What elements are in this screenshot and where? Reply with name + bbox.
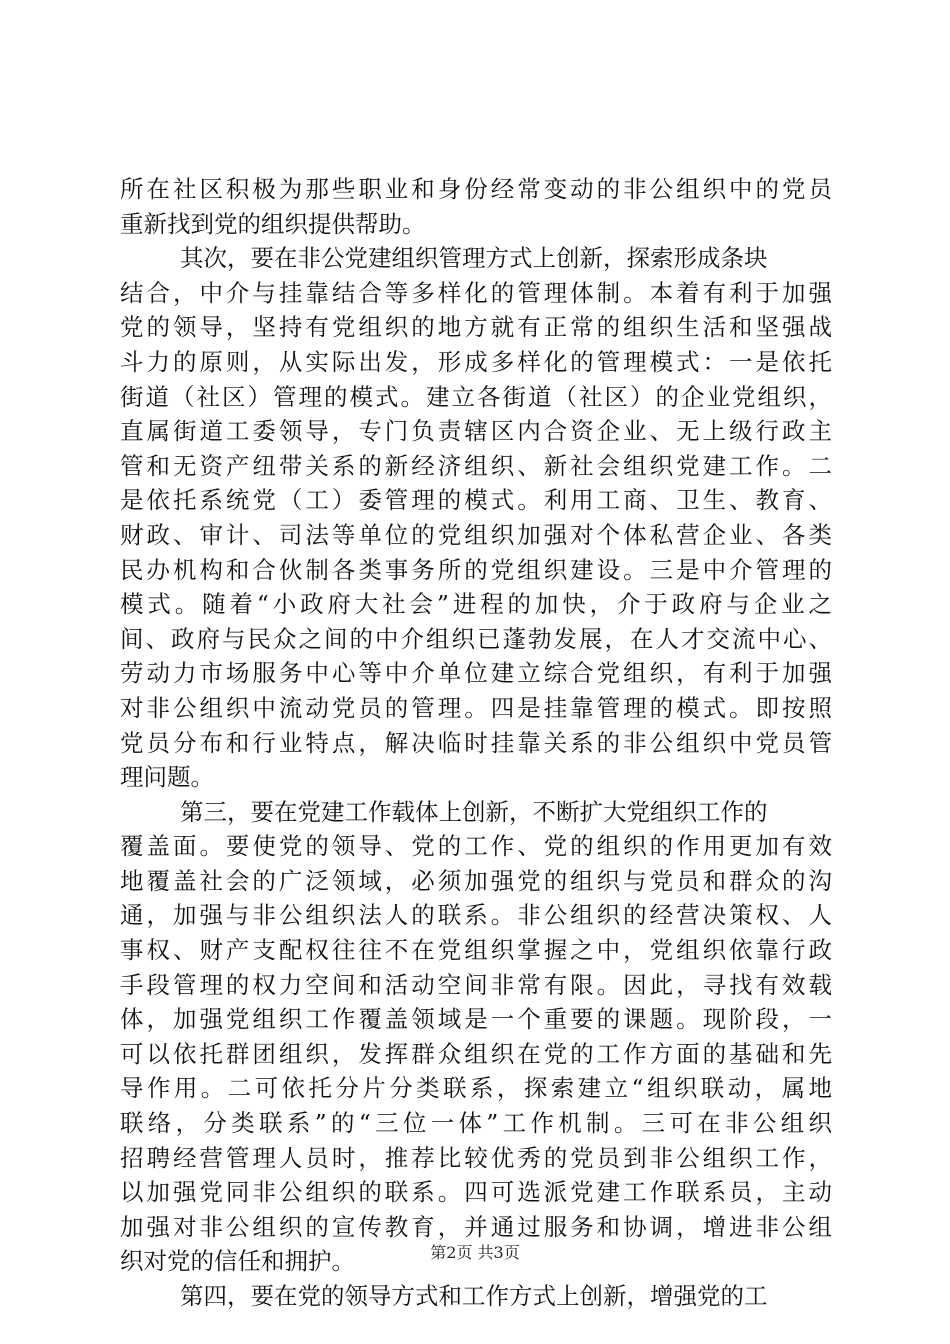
text-line: 理问题。 <box>120 763 214 792</box>
text-line: 街道（社区）管理的模式。建立各街道（社区）的企业党组织， <box>120 382 832 411</box>
text-line: 劳动力市场服务中心等中介单位建立综合党组织，有利于加强 <box>120 659 832 688</box>
page-footer <box>0 1243 950 1263</box>
text-line: 织对党的信任和拥护。 <box>120 1247 355 1276</box>
text-line: 重新找到党的组织提供帮助。 <box>120 209 426 238</box>
text-line: 其次，要在非公党建组织管理方式上创新，探索形成条块 <box>180 244 768 273</box>
text-line: 对非公组织中流动党员的管理。四是挂靠管理的模式。即按照 <box>120 693 832 722</box>
text-line: 可以依托群团组织，发挥群众组织在党的工作方面的基础和先 <box>120 1039 832 1068</box>
text-line: 民办机构和合伙制各类事务所的党组织建设。三是中介管理的 <box>120 555 832 584</box>
text-line: 党的领导，坚持有党组织的地方就有正常的组织生活和坚强战 <box>120 313 832 342</box>
page-number: 第2页 共3页 <box>430 1243 520 1262</box>
text-line: 事权、财产支配权往往不在党组织掌握之中，党组织依靠行政 <box>120 936 832 965</box>
text-line: 所在社区积极为那些职业和身份经常变动的非公组织中的党员 <box>120 175 832 203</box>
text-line: 管和无资产纽带关系的新经济组织、新社会组织党建工作。二 <box>120 451 832 480</box>
text-line: 财政、审计、司法等单位的党组织加强对个体私营企业、各类 <box>120 520 832 549</box>
text-line: 结合，中介与挂靠结合等多样化的管理体制。本着有利于加强 <box>120 278 832 307</box>
text-line: 手段管理的权力空间和活动空间非常有限。因此，寻找有效载 <box>120 970 832 999</box>
text-line: 党员分布和行业特点，解决临时挂靠关系的非公组织中党员管 <box>120 728 832 757</box>
text-line: 斗力的原则，从实际出发，形成多样化的管理模式：一是依托 <box>120 347 832 376</box>
text-line: 以加强党同非公组织的联系。四可选派党建工作联系员，主动 <box>120 1178 832 1207</box>
text-line: 覆盖面。要使党的领导、党的工作、党的组织的作用更加有效 <box>120 832 832 861</box>
text-line: 体，加强党组织工作覆盖领域是一个重要的课题。现阶段，一 <box>120 1005 832 1034</box>
text-line: 第三，要在党建工作载体上创新，不断扩大党组织工作的 <box>180 797 768 826</box>
text-line: 通，加强与非公组织法人的联系。非公组织的经营决策权、人 <box>120 901 832 930</box>
body-text <box>120 172 832 1314</box>
text-line: 直属街道工委领导，专门负责辖区内合资企业、无上级行政主 <box>120 417 832 446</box>
text-line: 模式。随着“小政府大社会”进程的加快，介于政府与企业之 <box>120 590 832 619</box>
text-line: 导作用。二可依托分片分类联系，探索建立“组织联动，属地 <box>120 1074 832 1103</box>
text-line: 是依托系统党（工）委管理的模式。利用工商、卫生、教育、 <box>120 486 832 515</box>
text-line: 间、政府与民众之间的中介组织已蓬勃发展，在人才交流中心、 <box>120 624 832 653</box>
text-line: 地覆盖社会的广泛领域，必须加强党的组织与党员和群众的沟 <box>120 866 832 895</box>
text-line: 加强对非公组织的宣传教育，并通过服务和协调，增进非公组 <box>120 1212 832 1241</box>
text-line: 第四，要在党的领导方式和工作方式上创新，增强党的工 <box>180 1282 768 1310</box>
text-line: 联络，分类联系”的“三位一体”工作机制。三可在非公组织 <box>120 1109 832 1138</box>
text-line: 招聘经营管理人员时，推荐比较优秀的党员到非公组织工作， <box>120 1143 832 1172</box>
